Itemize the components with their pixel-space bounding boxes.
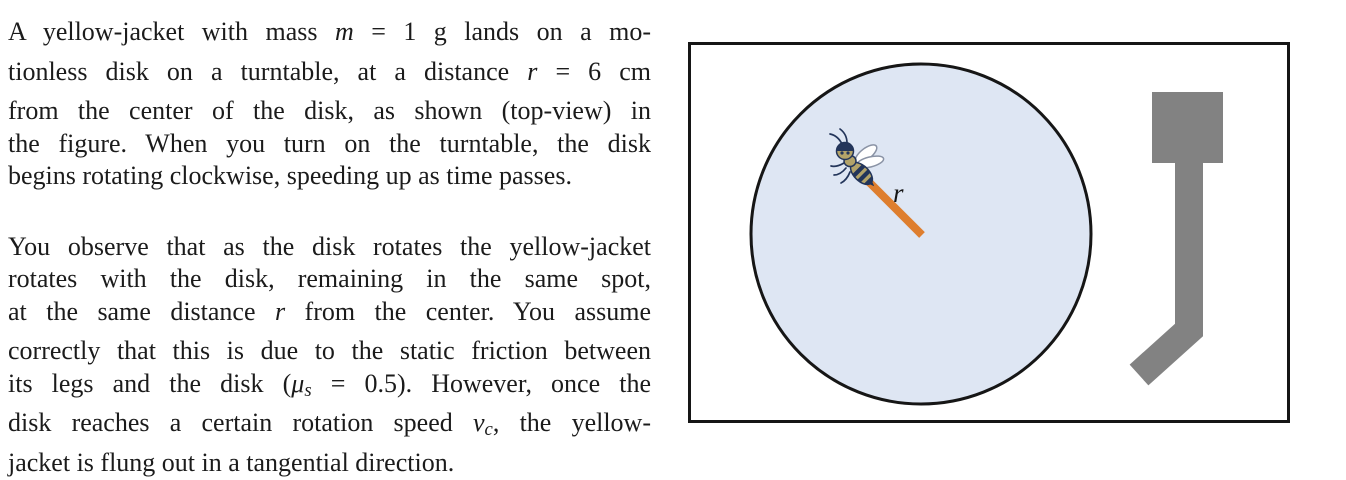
text-line: A yellow-jacket with mass m = 1 g lands on a mo- — [8, 17, 652, 46]
text-line: You observe that as the disk rotates the yellow-jacket — [8, 231, 651, 261]
tonearm — [1139, 92, 1223, 375]
text-line: the figure. When you turn on the turntable, the disk — [8, 128, 651, 158]
text-line: from the center of the disk, as shown (top-view) in — [8, 96, 651, 126]
text-line: jacket is flung out in a tangential direction. — [8, 448, 455, 478]
turntable-figure — [688, 42, 1290, 423]
text-line: at the same distance r from the center. You assume — [8, 296, 651, 326]
problem-statement — [8, 16, 651, 480]
tonearm-arm — [1139, 163, 1189, 375]
text-line: tionless disk on a turntable, at a distance r = 6 cm — [8, 56, 651, 86]
paragraph-2 — [8, 231, 651, 480]
paragraph-1 — [8, 16, 651, 193]
tonearm-head — [1152, 92, 1223, 163]
text-line: correctly that this is due to the static friction between — [8, 336, 651, 366]
radius-label: r — [893, 178, 904, 208]
text-line: its legs and the disk (μs = 0.5). However, once the — [8, 368, 651, 401]
text-line: rotates with the disk, remaining in the same spot, — [8, 264, 651, 294]
text-line: disk reaches a certain rotation speed vc, the yellow- — [8, 408, 651, 441]
text-line: begins rotating clockwise, speeding up as time passes. — [8, 161, 572, 191]
